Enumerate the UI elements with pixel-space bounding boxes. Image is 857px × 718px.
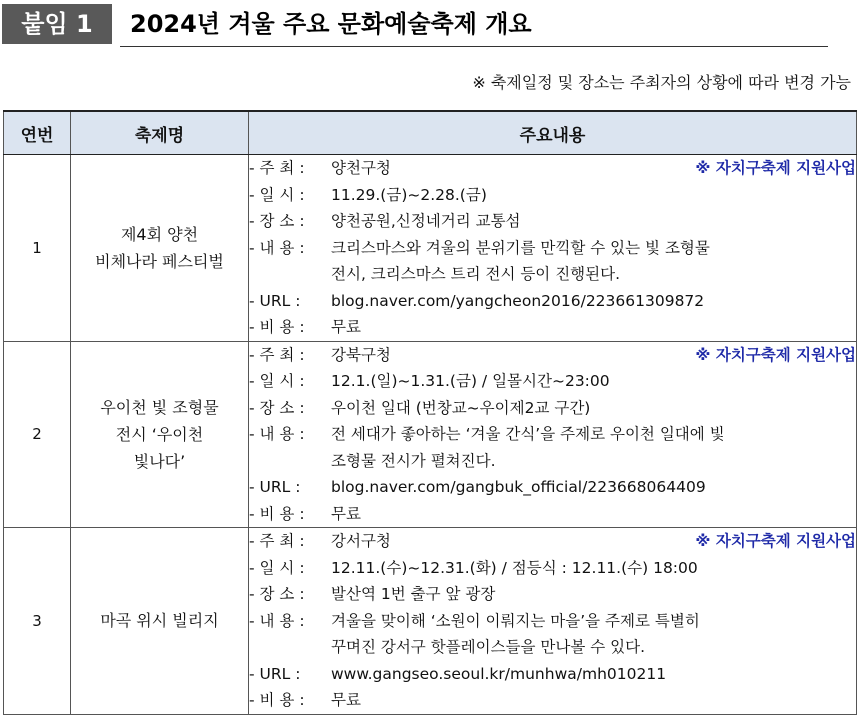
festival-name-line: 전시 ‘우이천 [115, 424, 204, 444]
place-label: - 장 소 : [249, 585, 305, 603]
content-label: - 내 용 : [249, 238, 305, 257]
page-title: 2024년 겨울 주요 문화예술축제 개요 [130, 10, 532, 38]
content-label: - 내 용 : [249, 611, 305, 630]
festival-table [3, 110, 857, 715]
title-bar [2, 2, 828, 46]
table-row [4, 155, 857, 342]
column-header-festival-name: 축제명 [71, 111, 249, 155]
row-number: 3 [4, 528, 71, 715]
url-link[interactable]: blog.naver.com/yangcheon2016/223661309872 [331, 291, 705, 310]
fee-line [249, 687, 856, 714]
festival-details [249, 155, 857, 342]
url-label: - URL : [249, 478, 301, 496]
fee-value: 무료 [331, 318, 361, 336]
place-line [249, 581, 856, 608]
festival-name-line: 마곡 위시 빌리지 [100, 611, 219, 631]
url-label: - URL : [249, 664, 301, 683]
fee-value: 무료 [331, 504, 361, 523]
date-value: 12.11.(수)~12.31.(화) / 점등식 : 12.11.(수) 18:00 [331, 558, 698, 577]
host-label: - 주 최 : [249, 345, 305, 364]
host-label: - 주 최 : [249, 159, 305, 177]
date-label: - 일 시 : [249, 185, 305, 204]
content-value: 겨울을 맞이해 ‘소원이 이뤄지는 마을’을 주제로 특별히 [331, 611, 700, 630]
url-label: - URL : [249, 291, 301, 310]
content-line [249, 235, 856, 262]
support-program-badge: ※ 자치구축제 지원사업 [695, 532, 856, 550]
festival-name [71, 341, 249, 528]
content-continuation: 꾸며진 강서구 핫플레이스들을 만나볼 수 있다. [331, 638, 646, 656]
column-header-main-content: 주요내용 [249, 111, 857, 155]
festival-name-line: 빛나다’ [133, 451, 186, 471]
place-value: 발산역 1번 출구 앞 광장 [331, 585, 496, 603]
host-line [249, 155, 856, 182]
content-continuation: 전시, 크리스마스 트리 전시 등이 진행된다. [331, 265, 621, 283]
festival-details [249, 341, 857, 528]
url-line [249, 288, 856, 315]
table-row [4, 341, 857, 528]
festival-name-line: 우이천 빛 조형물 [100, 397, 219, 417]
title-underline [120, 46, 828, 47]
host-value: 양천구청 [331, 159, 391, 177]
festival-details [249, 528, 857, 715]
fee-label: - 비 용 : [249, 691, 305, 709]
place-value: 양천공원,신정네거리 교통섬 [331, 212, 521, 230]
festival-name [71, 155, 249, 342]
row-number: 2 [4, 341, 71, 528]
date-value: 12.1.(일)~1.31.(금) / 일몰시간~23:00 [331, 372, 610, 390]
host-value: 강서구청 [331, 532, 391, 550]
attachment-badge: 붙임 1 [2, 4, 112, 44]
content-value: 크리스마스와 겨울의 분위기를 만끽할 수 있는 빛 조형물 [331, 238, 710, 257]
support-program-badge: ※ 자치구축제 지원사업 [695, 159, 856, 177]
place-line [249, 395, 856, 422]
fee-line [249, 501, 856, 528]
festival-name-line: 제4회 양천 [120, 224, 199, 244]
host-line [249, 342, 856, 369]
fee-value: 무료 [331, 691, 361, 709]
host-line [249, 528, 856, 555]
table-header-row [4, 111, 857, 155]
host-label: - 주 최 : [249, 532, 305, 550]
url-line [249, 661, 856, 688]
date-label: - 일 시 : [249, 558, 305, 577]
row-number: 1 [4, 155, 71, 342]
fee-line [249, 314, 856, 341]
date-line [249, 555, 856, 582]
date-label: - 일 시 : [249, 372, 305, 390]
place-line [249, 208, 856, 235]
festival-name-line: 비체나라 페스티벌 [95, 251, 224, 271]
url-line [249, 474, 856, 501]
fee-label: - 비 용 : [249, 504, 305, 523]
date-line [249, 182, 856, 209]
date-value: 11.29.(금)~2.28.(금) [331, 185, 487, 204]
content-continuation: 조형물 전시가 펼쳐진다. [331, 451, 496, 470]
url-link[interactable]: www.gangseo.seoul.kr/munhwa/mh010211 [331, 664, 667, 683]
schedule-change-note: ※ 축제일정 및 장소는 주최자의 상황에 따라 변경 가능 [472, 73, 851, 92]
festival-name [71, 528, 249, 715]
content-label: - 내 용 : [249, 425, 305, 443]
support-program-badge: ※ 자치구축제 지원사업 [695, 345, 856, 364]
date-line [249, 368, 856, 395]
host-value: 강북구청 [331, 345, 391, 364]
table-row [4, 528, 857, 715]
url-link[interactable]: blog.naver.com/gangbuk_official/223668064409 [331, 478, 706, 496]
content-line [249, 421, 856, 448]
place-label: - 장 소 : [249, 212, 305, 230]
content-line [249, 608, 856, 635]
place-label: - 장 소 : [249, 398, 305, 417]
content-value: 전 세대가 좋아하는 ‘겨울 간식’을 주제로 우이천 일대에 빛 [331, 425, 725, 443]
fee-label: - 비 용 : [249, 318, 305, 336]
place-value: 우이천 일대 (번창교~우이제2교 구간) [331, 398, 591, 417]
column-header-number: 연번 [4, 111, 71, 155]
